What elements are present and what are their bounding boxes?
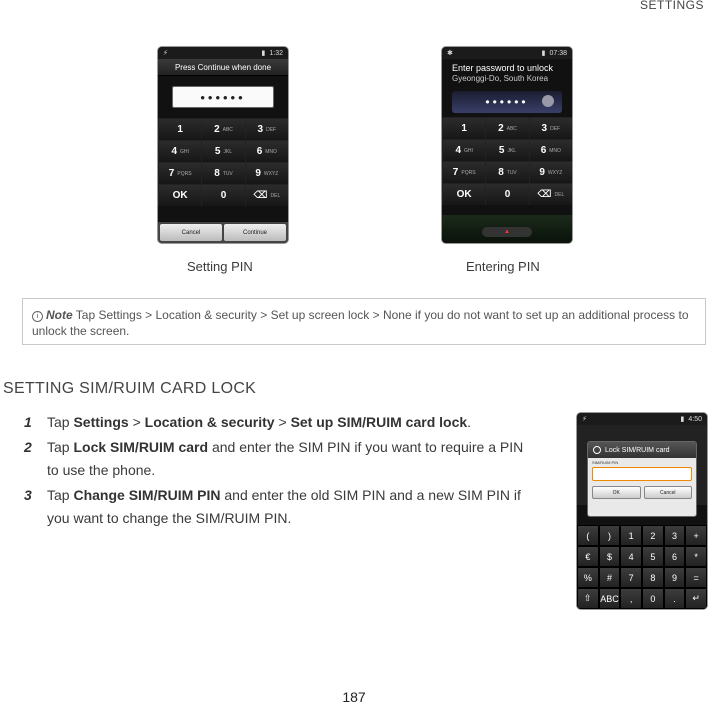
section-title: SETTING SIM/RUIM CARD LOCK [3,380,257,397]
grass-wallpaper [442,215,572,243]
keypad [442,117,572,205]
usb-icon: ⚡ [582,416,587,423]
keypad-key: ⌫ DEL [529,183,572,205]
lock-icon [593,446,601,454]
step-1 [24,411,534,434]
moon-icon [542,95,554,107]
step-number: 3 [24,487,32,503]
step-text: Tap Change SIM/RUIM PIN and enter the old SIM PIN and a new SIM PIN if you want to change the SIM/RUIM PIN. [47,487,521,526]
keypad-key: * [685,546,707,567]
keypad-key: 6 [664,546,686,567]
keypad-key: 3 DEF [529,117,572,139]
dialog-buttons [592,486,692,499]
cancel-button: Cancel [644,486,693,499]
keypad-key: 2 ABC [201,118,244,140]
signal-icon: ▮ [541,50,546,57]
keypad-key: OK [442,183,485,205]
keypad-key: 4 GHI [158,140,201,162]
keypad-key: , [620,588,642,609]
pin-field: •••••• [172,86,274,108]
status-bar [442,47,572,59]
keypad-key: + [685,525,707,546]
status-time: 4:50 [688,415,702,423]
keypad-key: 5 JKL [201,140,244,162]
keypad-key: ) [599,525,621,546]
step-3 [24,484,534,530]
keypad-key: 8 [642,567,664,588]
step-text: Tap Lock SIM/RUIM card and enter the SIM PIN if you want to require a PIN to use the phone. [47,439,524,478]
keypad-key: 2 [642,525,664,546]
note-box [22,298,706,345]
running-header: SETTINGS [639,0,704,12]
keypad-key: 3 [664,525,686,546]
keypad-key: 5 JKL [485,139,528,161]
page-number: 187 [342,689,366,705]
unlock-location: Gyeonggi-Do, South Korea [452,74,549,83]
keypad-key: 3 DEF [245,118,288,140]
setting-pin-screenshot [158,47,288,243]
keypad-key: 0 [642,588,664,609]
signal-icon: ▮ [261,50,266,57]
keypad-key: 5 [642,546,664,567]
field-label: SIM/RUIM PIN [592,460,619,465]
bluetooth-icon: ✱ [447,50,453,57]
unlock-title: Enter password to unlock [452,63,554,73]
info-icon: i [32,311,43,322]
keypad-key: 7 [620,567,642,588]
dialog-title [588,442,696,458]
step-text: Tap Settings > Location & security > Set up SIM/RUIM card lock. [47,414,472,430]
sim-pin-field [592,467,692,481]
keypad-key: ( [577,525,599,546]
pin-dots: •••••• [485,95,529,109]
keypad-key: 7 PQRS [158,162,201,184]
keypad-key: € [577,546,599,567]
keypad-key: 6 MNO [529,139,572,161]
unlock-slider: ▲ [482,227,532,237]
keypad-key: 6 MNO [245,140,288,162]
note-label: Note [46,308,73,322]
signal-icon: ▮ [680,416,685,423]
keypad-key: 0 [485,183,528,205]
dialog-title-text: Lock SIM/RUIM card [605,446,670,454]
status-time: 07:38 [549,49,567,57]
keypad-key: $ [599,546,621,567]
caption-entering-pin: Entering PIN [466,259,540,274]
usb-icon: ⚡ [163,50,168,57]
keypad-key: 9 [664,567,686,588]
keypad-key: 4 GHI [442,139,485,161]
keypad-key: OK [158,184,201,206]
step-number: 2 [24,439,32,455]
step-number: 1 [24,414,32,430]
sim-lock-screenshot [577,413,707,609]
keypad-key: 8 TUV [485,161,528,183]
lock-sim-dialog [587,441,697,517]
keypad-key: 8 TUV [201,162,244,184]
keypad-key: ↵ [685,588,707,609]
keypad-key: 1 [442,117,485,139]
keypad-key: = [685,567,707,588]
step-2 [24,436,534,482]
step-list [24,411,534,532]
caption-setting-pin: Setting PIN [187,259,253,274]
keypad-key: # [599,567,621,588]
pin-field [452,91,562,113]
sim-keypad [577,525,707,609]
keypad-key: 4 [620,546,642,567]
keypad-key: 0 [201,184,244,206]
keypad-key: ⇧ [577,588,599,609]
soft-buttons [158,222,288,243]
status-bar [158,47,288,59]
status-bar [577,413,707,425]
entering-pin-screenshot [442,47,572,243]
keypad [158,118,288,206]
keypad-key: 1 [158,118,201,140]
ok-button: OK [592,486,641,499]
note-text: Tap Settings > Location & security > Set up screen lock > None if you do not want to set up an additional process to unlock the screen. [32,308,689,338]
keypad-key: 1 [620,525,642,546]
continue-button: Continue [224,224,286,241]
pin-banner: Press Continue when done [158,59,288,76]
cancel-button: Cancel [160,224,222,241]
keypad-key: 9 WXYZ [529,161,572,183]
keypad-key: % [577,567,599,588]
keypad-key: 9 WXYZ [245,162,288,184]
status-time: 1:32 [269,49,283,57]
keypad-key: ⌫ DEL [245,184,288,206]
keypad-key: . [664,588,686,609]
keypad-key: ABC [599,588,621,609]
keypad-key: 7 PQRS [442,161,485,183]
keypad-key: 2 ABC [485,117,528,139]
